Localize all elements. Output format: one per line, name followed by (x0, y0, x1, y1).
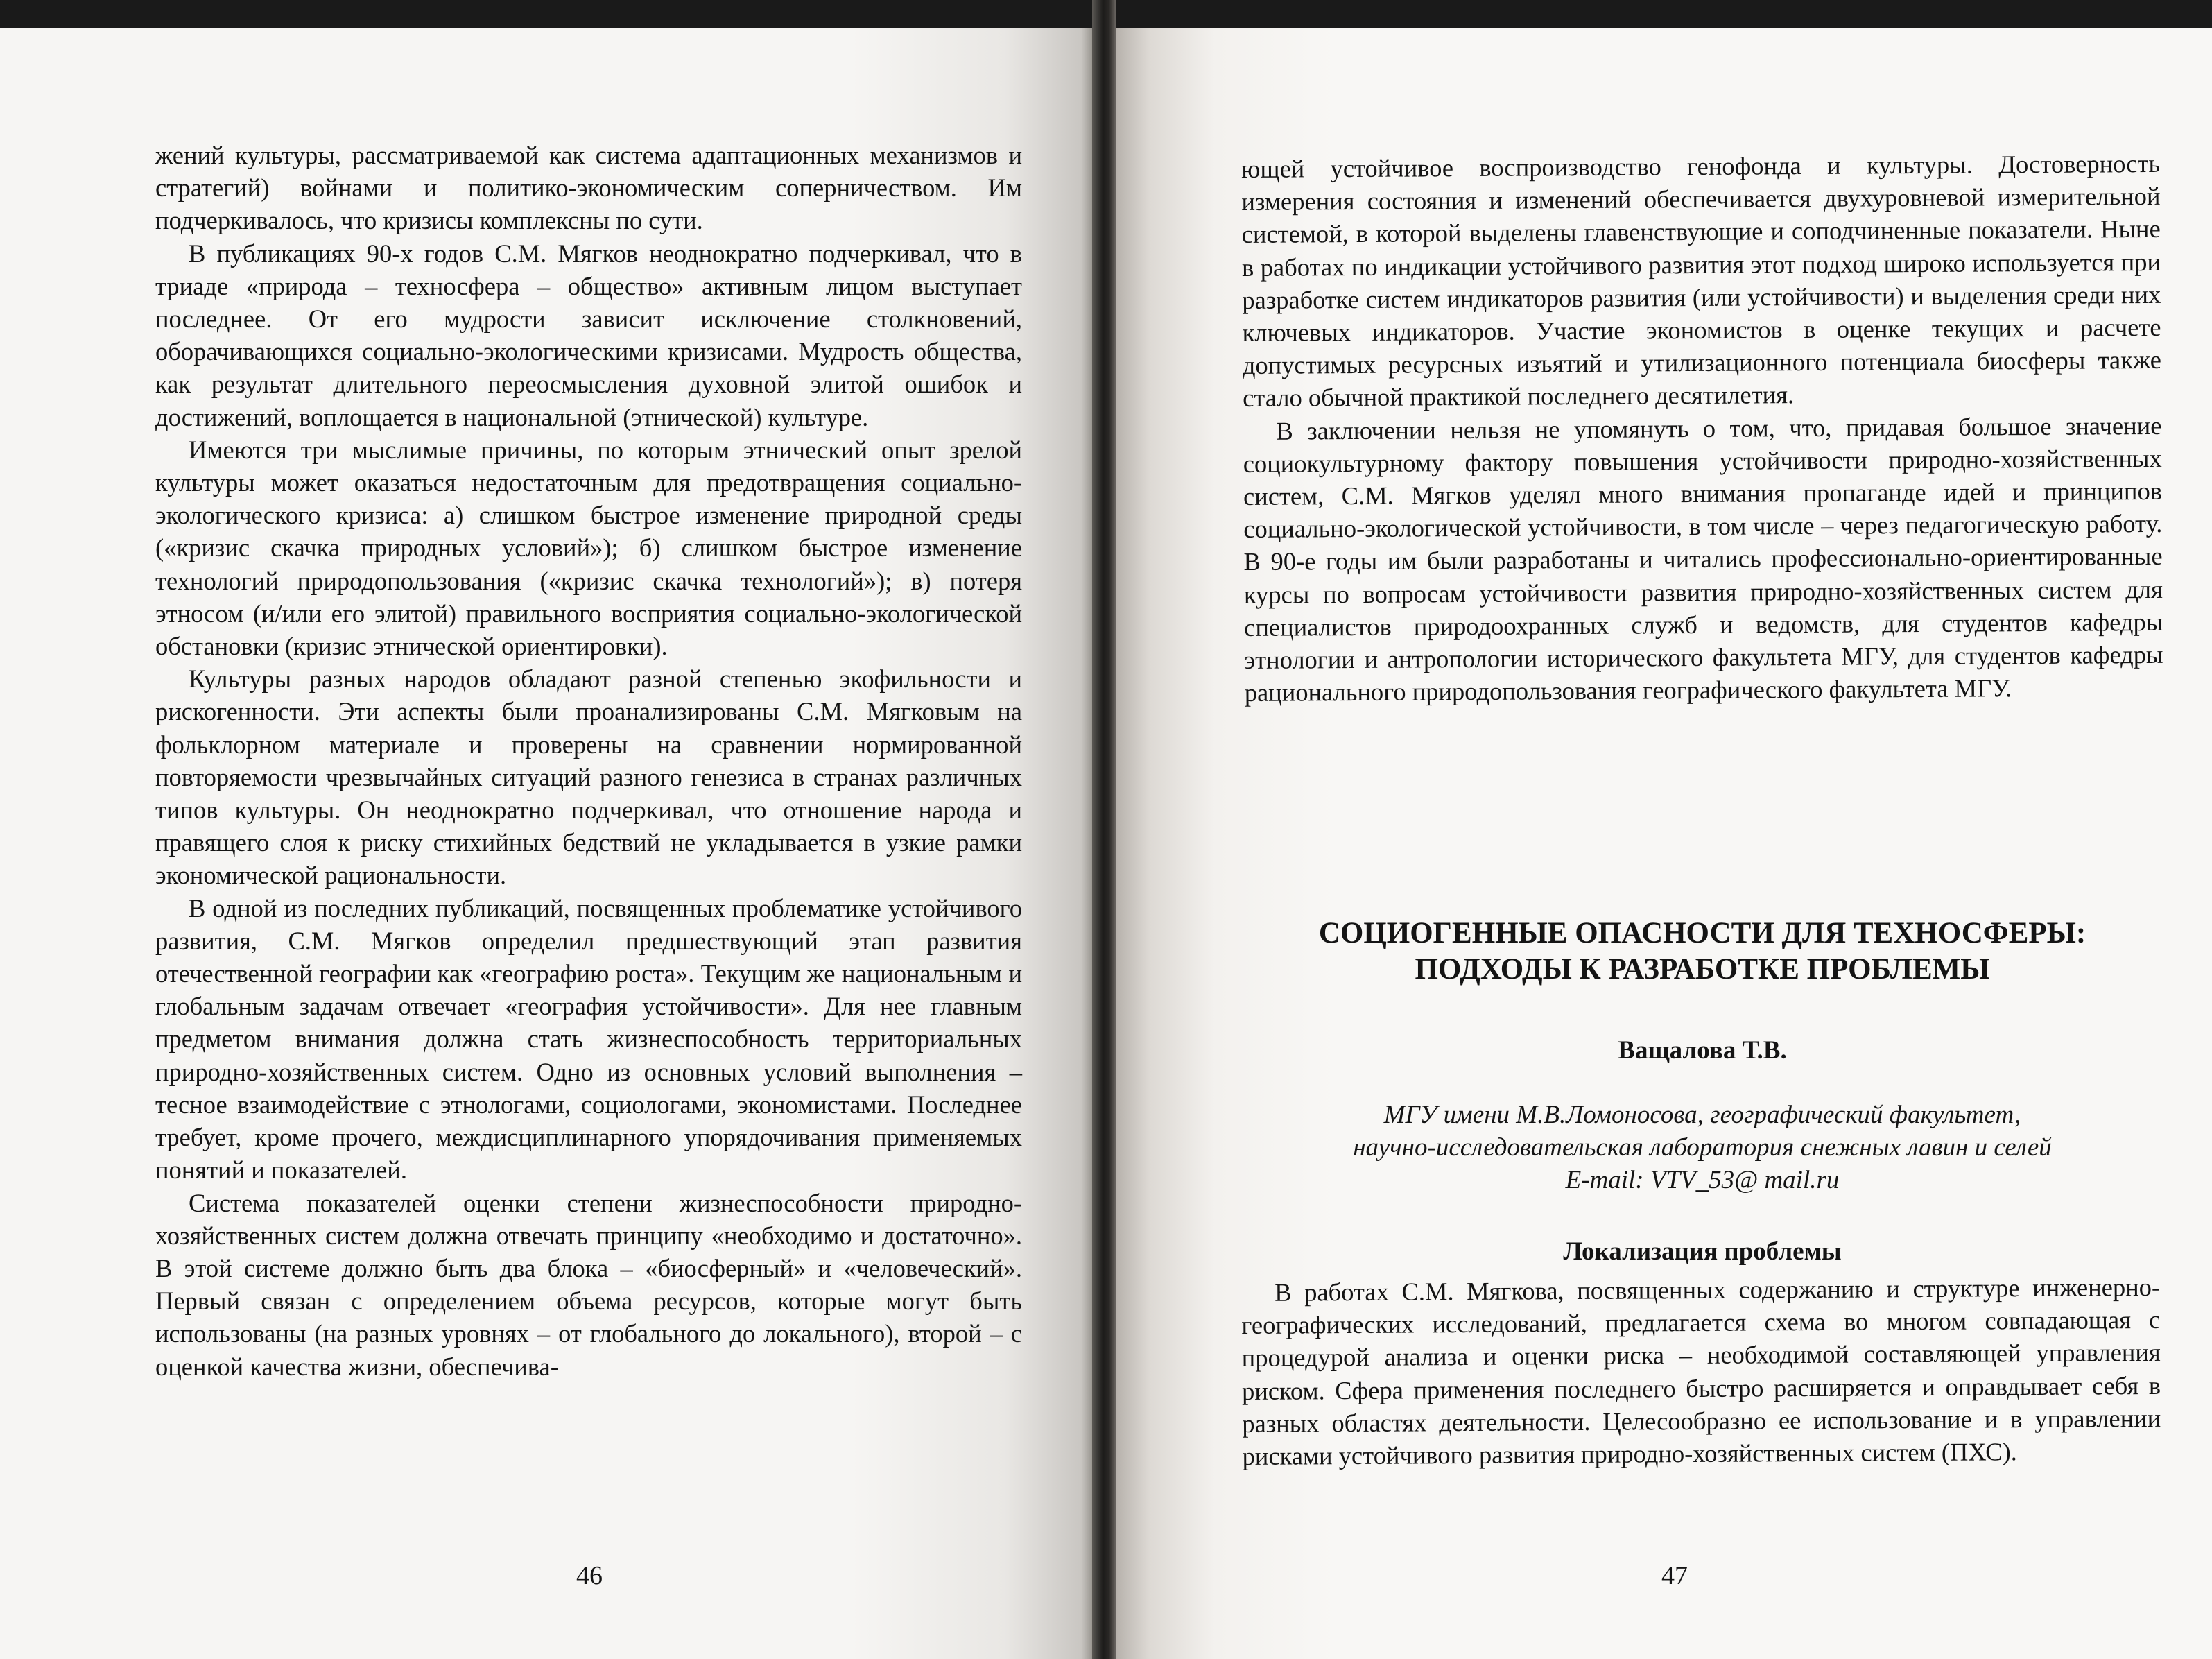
section-heading: Локализация проблемы (1563, 1237, 1842, 1266)
paragraph: ющей устойчивое воспроизводство генофонда и культуры. Достоверность измерения состояния и изменений обеспечивается двухуровневой измерительной системой, в которой выделены главенствующие и соподчиненные показатели. Ныне в работах по индикации устойчивого развития этот подход широко используется при разработке систем индикаторов развития (или устойчивости) и выделения среди них ключевых индикаторов. Участие экономистов в оценке текущих и расчете допустимых ресурсных изъятий и утилизационного потенциала биосферы также стало обычной практикой последнего десятилетия. (1241, 148, 2161, 413)
author-email: E-mail: VTV_53@ mail.ru (1565, 1166, 1840, 1194)
article-affiliation (1241, 1099, 2163, 1196)
right-page-text (1241, 147, 2163, 710)
section-text (1241, 1271, 2161, 1472)
page-number-right: 47 (1661, 1561, 1688, 1590)
paragraph: В заключении нельзя не упомянуть о том, что, придавая большое значение социокультурному фактору повышения устойчивости природно-хозяйственных систем, С.М. Мягков уделял много внимания пропаганде идей и принципов социально-экологической устойчивости, в том числе – через педагогическую работу. В 90-е годы им были разработаны и читались профессионально-ориентированные курсы по вопросам устойчивости развития природно-хозяйственных систем для специалистов природоохранных служб и ведомств, для студентов кафедры этнологии и антропологии исторического факультета МГУ, для студентов кафедры рационального природопользования географического факультета МГУ. (1243, 411, 2163, 707)
title-line: ПОДХОДЫ К РАЗРАБОТКЕ ПРОБЛЕМЫ (1415, 953, 1990, 986)
right-page (1116, 28, 2212, 1659)
affiliation-line: МГУ имени М.В.Ломоносова, географический факультет, (1383, 1101, 2021, 1129)
title-line: СОЦИОГЕННЫЕ ОПАСНОСТИ ДЛЯ ТЕХНОСФЕРЫ: (1318, 917, 2086, 949)
paragraph: жений культуры, рассматриваемой как система адаптационных механизмов и стратегий) войнами и политико-экономическим соперничеством. Им подчеркивалось, что кризисы комплексны по сути. (155, 141, 1022, 235)
paragraph: В одной из последних публикаций, посвященных проблематике устойчивого развития, С.М. Мягков определил предшествующий этап развития отечественной географии как «географию роста». Текущим же национальным и глобальным задачам отвечает «география устойчивости». Для нее главным предметом внимания должна стать жизнеспособность территориальных природно-хозяйственных систем. Одно из основных условий выполнения – тесное взаимодействие с этнологами, социологами, экономистами. Последнее требует, кроме прочего, междисциплинарного упорядочивания применяемых понятий и показателей. (155, 893, 1022, 1185)
article-title (1241, 916, 2163, 988)
paragraph: В публикациях 90-х годов С.М. Мягков неоднократно подчеркивал, что в триаде «природа – техносфера – общество» активным лицом выступает последнее. От его мудрости зависит исключение столкновений, оборачивающихся социально-экологическими кризисами. Мудрость общества, как результат длительного переосмысления духовной элитой ошибок и достижений, воплощается в национальной (этнической) культуре. (155, 239, 1022, 431)
paragraph: Имеются три мыслимые причины, по которым этнический опыт зрелой культуры может оказаться недостаточным для предотвращения социально-экологического кризиса: а) слишком быстрое изменение природной среды («кризис скачка природных условий»); б) слишком быстрое изменение технологий природопользования («кризис скачка технологий»); в) потеря этносом (и/или его элитой) правильного восприятия социально-экологической обстановки (кризис этнической ориентировки). (155, 435, 1022, 661)
article-author: Ващалова Т.В. (1618, 1036, 1787, 1065)
book-gutter (1092, 0, 1116, 1659)
page-number-left: 46 (576, 1561, 603, 1590)
paragraph: В работах С.М. Мягкова, посвященных содержанию и структуре инженерно-географических исследований, предлагается схема во многом совпадающая с процедурой анализа и оценки риска – необходимой составляющей управления риском. Сфера применения последнего быстро расширяется и оправдывает себя в разных областях деятельности. Целесообразно ее использование и в управлении рисками устойчивого развития природно-хозяйственных систем (ПХС). (1241, 1272, 2161, 1471)
paragraph: Система показателей оценки степени жизнеспособности природно-хозяйственных систем должна отвечать принципу «необходимо и достаточно». В этой системе должно быть два блока – «биосферный» и «человеческий». Первый связан с определением объема ресурсов, которые могут быть использованы (на разных уровнях – от глобального до локального), второй – с оценкой качества жизни, обеспечива- (155, 1188, 1022, 1381)
paragraph: Культуры разных народов обладают разной степенью экофильности и рискогенности. Эти аспекты были проанализированы С.М. Мягковым на фольклорном материале и проверены на сравнении нормированной повторяемости чрезвычайных ситуаций разного генезиса в странах различных типов культуры. Он неоднократно подчеркивал, что отношение народа и правящего слоя к риску стихийных бедствий не укладывается в узкие рамки экономической рациональности. (155, 664, 1022, 890)
affiliation-line: научно-исследовательская лаборатория снежных лавин и селей (1353, 1133, 2052, 1162)
left-page (0, 28, 1092, 1659)
left-page-text (155, 139, 1022, 1383)
